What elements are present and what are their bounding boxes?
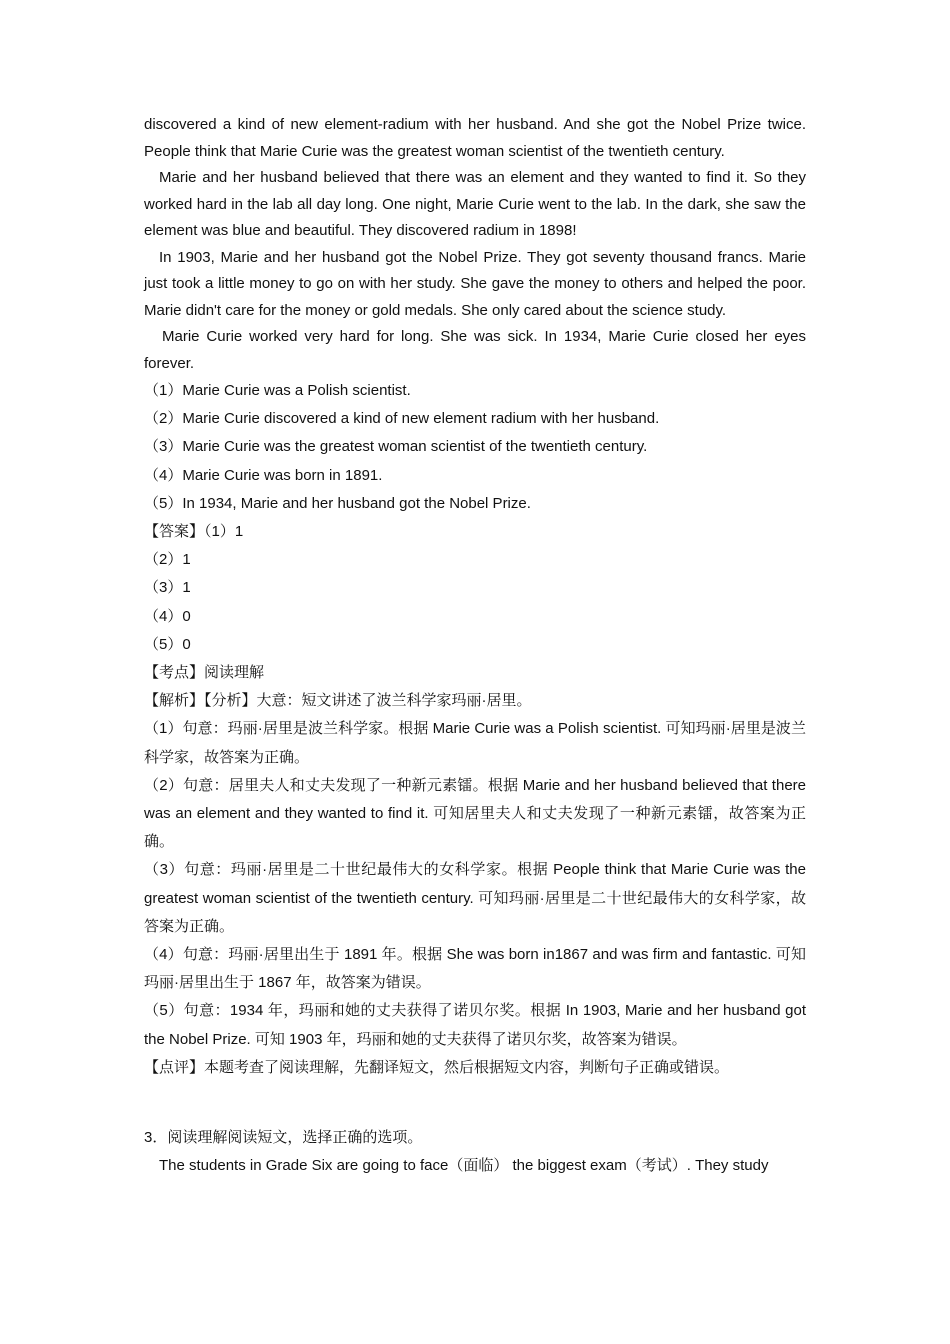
analysis-summary: 【解析】【分析】大意：短文讲述了波兰科学家玛丽·居里。: [144, 692, 532, 710]
comment: 【点评】本题考查了阅读理解，先翻译短文，然后根据短文内容，判断句子正确或错误。: [144, 1058, 730, 1076]
answer-label: 【答案】（1）1: [144, 523, 244, 541]
passage-paragraph-1: discovered a kind of new element-radium with her husband. And she got the Nobel Prize twice. People think that Marie Curie was the greatest woman scientist of the twentieth century.: [144, 116, 806, 160]
question-list: [144, 377, 806, 518]
passage-paragraph-2: Marie and her husband believed that there was an element and they wanted to find it. So they worked hard in the lab all day long. One night, Marie Curie went to the lab. In the dark, she saw the element was blue and beautiful. They discovered radium in 1898!: [144, 169, 806, 239]
explanation-item: （5）句意：1934 年，玛丽和她的丈夫获得了诺贝尔奖。根据 In 1903, Marie and her husband got the Nobel Prize. 可知 1903 年，玛丽和她的丈夫获得了诺贝尔奖，故答案为错误。: [144, 1002, 806, 1048]
kaodian-label: 【考点】阅读理解: [144, 664, 265, 682]
explanation-list: [144, 715, 806, 1053]
question-item: （4）Marie Curie was born in 1891.: [144, 466, 383, 484]
answer-item: （2）1: [144, 551, 191, 569]
section-gap: [144, 1082, 806, 1124]
answer-section: [144, 518, 806, 659]
question-3-title: 3．阅读理解阅读短文，选择正确的选项。: [144, 1129, 423, 1147]
answer-item: （3）1: [144, 579, 191, 597]
answer-item: （5）0: [144, 635, 191, 653]
explanation-item: （3）句意：玛丽·居里是二十世纪最伟大的女科学家。根据 People think that Marie Curie was the greatest woman scientist of the twentieth century. 可知玛丽·居里是二十世纪最伟大的女科学家，故答案为正确。: [144, 861, 806, 935]
document-page: [144, 112, 806, 1180]
question-item: （2）Marie Curie discovered a kind of new element radium with her husband.: [144, 410, 660, 428]
explanation-item: （2）句意：居里夫人和丈夫发现了一种新元素镭。根据 Marie and her husband believed that there was an element and they wanted to find it. 可知居里夫人和丈夫发现了一种新元素镭，故答案为正确。: [144, 776, 806, 851]
passage-paragraph-3: In 1903, Marie and her husband got the Nobel Prize. They got seventy thousand francs. Marie just took a little money to go on with her study. She gave the money to others and helped the poor. Marie didn't care for the money or gold medals. She only cared about the science study.: [144, 248, 806, 319]
answer-item: （4）0: [144, 607, 191, 625]
passage-paragraph-4: Marie Curie worked very hard for long. She was sick. In 1934, Marie Curie closed her eyes forever.: [144, 328, 806, 372]
question-item: （3）Marie Curie was the greatest woman scientist of the twentieth century.: [144, 438, 648, 456]
explanation-item: （1）句意：玛丽·居里是波兰科学家。根据 Marie Curie was a Polish scientist. 可知玛丽·居里是波兰科学家，故答案为正确。: [144, 720, 806, 766]
question-item: （5）In 1934, Marie and her husband got the Nobel Prize.: [144, 494, 531, 512]
explanation-item: （4）句意：玛丽·居里出生于 1891 年。根据 She was born in1867 and was firm and fantastic. 可知玛丽·居里出生于 1867 年，故答案为错误。: [144, 946, 806, 992]
question-item: （1）Marie Curie was a Polish scientist.: [144, 382, 411, 399]
question-3-first-line: The students in Grade Six are going to face（面临） the biggest exam（考试）. They study: [159, 1157, 769, 1175]
